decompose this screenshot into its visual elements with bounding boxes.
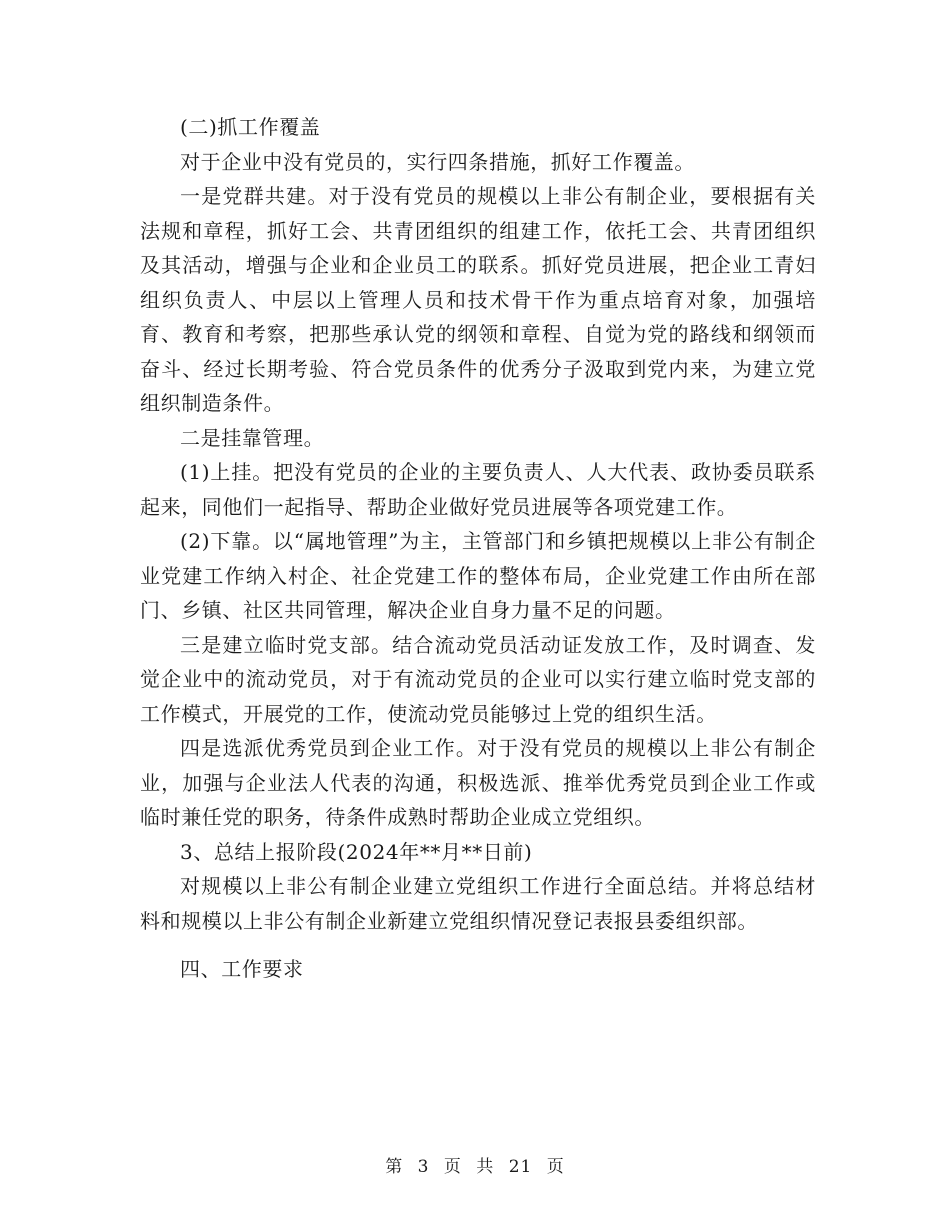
paragraph-measure-three: 三是建立临时党支部。结合流动党员活动证发放工作，及时调查、发觉企业中的流动党员，对于有流动党员的企业可以实行建立临时党支部的工作模式，开展党的工作，使流动党员能够过上党的组织生活。 <box>140 632 816 726</box>
section-heading-work-requirements: 四、工作要求 <box>180 957 304 981</box>
document-body <box>140 110 816 987</box>
footer-current-page: 3 <box>417 1157 430 1177</box>
footer-prefix: 第 <box>385 1157 404 1177</box>
section-heading-work-coverage: (二)抓工作覆盖 <box>180 115 321 139</box>
footer-total-pages: 21 <box>508 1157 533 1177</box>
paragraph-intro-four-measures: 对于企业中没有党员的，实行四条措施，抓好工作覆盖。 <box>180 149 695 174</box>
paragraph-measure-two-upper: (1)上挂。把没有党员的企业的主要负责人、人大代表、政协委员联系起来，同他们一起指导、帮助企业做好党员进展等各项党建工作。 <box>140 460 816 519</box>
footer-suffix: 页 <box>546 1157 565 1177</box>
paragraph-summary-stage: 3、总结上报阶段(2024年**月**日前) <box>180 839 533 864</box>
paragraph-measure-two-lower: (2)下靠。以“属地管理”为主，主管部门和乡镇把规模以上非公有制企业党建工作纳入村企、社企党建工作的整体布局，企业党建工作由所在部门、乡镇、社区共同管理，解决企业自身力量不足的问题。 <box>140 529 816 622</box>
page-footer <box>0 1152 950 1177</box>
paragraph-measure-one: 一是党群共建。对于没有党员的规模以上非公有制企业，要根据有关法规和章程，抓好工会、共青团组织的组建工作，依托工会、共青团组织及其活动，增强与企业和企业员工的联系。抓好党员进展，把企业工青妇组织负责人、中层以上管理人员和技术骨干作为重点培育对象，加强培育、教育和考察，把那些承认党的纲领和章程、自觉为党的路线和纲领而奋斗、经过长期考验、符合党员条件的优秀分子汲取到党内来，为建立党组织制造条件。 <box>140 184 816 415</box>
footer-page-label: 页 <box>443 1157 462 1177</box>
paragraph-summary-content: 对规模以上非公有制企业建立党组织工作进行全面总结。并将总结材料和规模以上非公有制企业新建立党组织情况登记表报县委组织部。 <box>140 874 816 933</box>
footer-total-label: 共 <box>476 1157 495 1177</box>
paragraph-measure-two: 二是挂靠管理。 <box>180 425 325 450</box>
paragraph-measure-four: 四是选派优秀党员到企业工作。对于没有党员的规模以上非公有制企业，加强与企业法人代表的沟通，积极选派、推举优秀党员到企业工作或临时兼任党的职务，待条件成熟时帮助企业成立党组织。 <box>140 736 816 829</box>
